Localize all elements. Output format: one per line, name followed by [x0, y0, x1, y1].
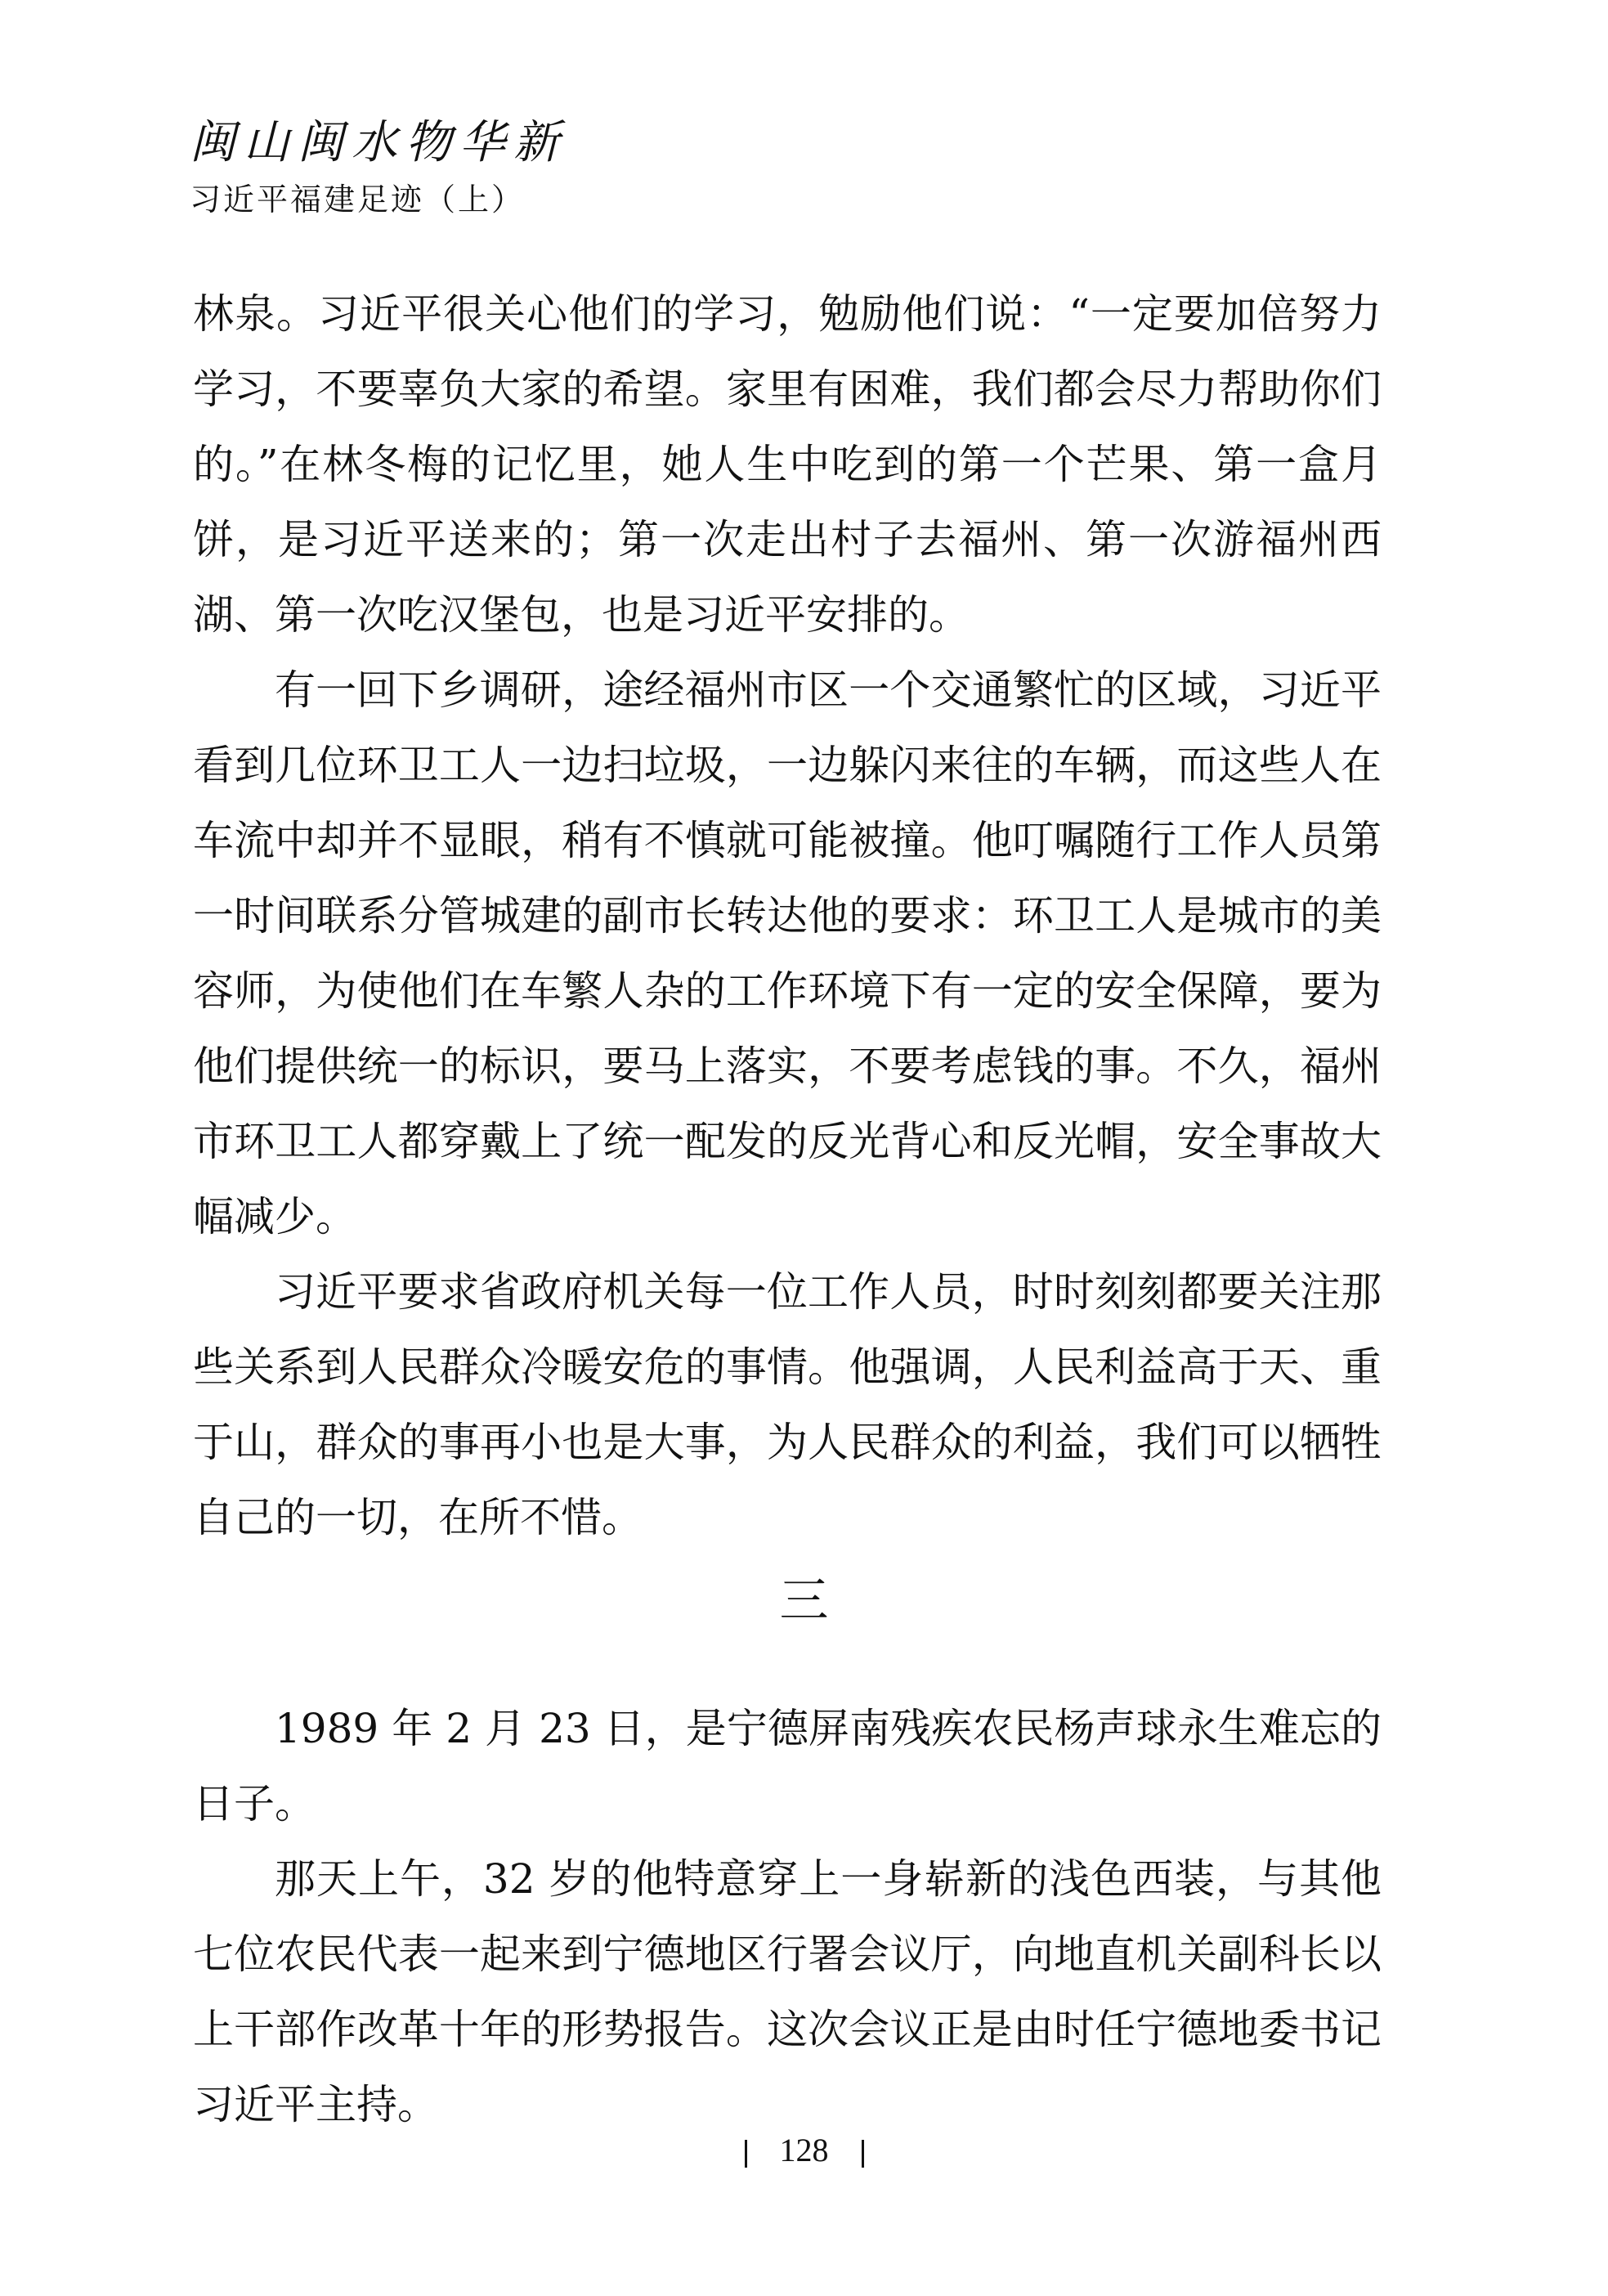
book-title: 闽山闽水物华新 [190, 116, 567, 169]
page-number: 128 [779, 2132, 829, 2168]
running-header [190, 114, 567, 219]
paragraph-5: 那天上午，32 岁的他特意穿上一身崭新的浅色西装，与其他七位农民代表一起来到宁德地区行署会议厅，向地直机关副科长以上干部作改革十年的形势报告。这次会议正是由时任宁德地委书记习近平主持。 [193, 1855, 1382, 2128]
paragraph-4: 1989 年 2 月 23 日，是宁德屏南残疾农民杨声球永生难忘的日子。 [193, 1705, 1382, 1827]
page-footer [0, 2129, 1608, 2172]
paragraph-2: 有一回下乡调研，途经福州市区一个交通繁忙的区域，习近平看到几位环卫工人一边扫垃圾，一边躲闪来往的车辆，而这些人在车流中却并不显眼，稍有不慎就可能被撞。他叮嘱随行工作人员第一时间联系分管城建的副市长转达他的要求：环卫工人是城市的美容师，为使他们在车繁人杂的工作环境下有一定的安全保障，要为他们提供统一的标识，要马上落实，不要考虑钱的事。不久，福州市环卫工人都穿戴上了统一配发的反光背心和反光帽，安全事故大幅减少。 [193, 666, 1382, 1240]
left-divider-bar [745, 2140, 747, 2168]
section-heading: 三 [779, 1572, 829, 1630]
paragraph-1: 林泉。习近平很关心他们的学习，勉励他们说：“一定要加倍努力学习，不要辜负大家的希望。家里有困难，我们都会尽力帮助你们的。”在林冬梅的记忆里，她人生中吃到的第一个芒果、第一盒月饼，是习近平送来的；第一次走出村子去福州、第一次游福州西湖、第一次吃汉堡包，也是习近平安排的。 [193, 290, 1382, 639]
right-divider-bar [862, 2140, 864, 2168]
body-text-top [193, 276, 1382, 1555]
paragraph-3: 习近平要求省政府机关每一位工作人员，时时刻刻都要关注那些关系到人民群众冷暖安危的事情。他强调，人民利益高于天、重于山，群众的事再小也是大事，为人民群众的利益，我们可以牺牲自己的一切，在所不惜。 [193, 1268, 1382, 1541]
book-subtitle: 习近平福建足迹（上） [190, 182, 526, 217]
body-text-bottom [193, 1691, 1382, 2142]
